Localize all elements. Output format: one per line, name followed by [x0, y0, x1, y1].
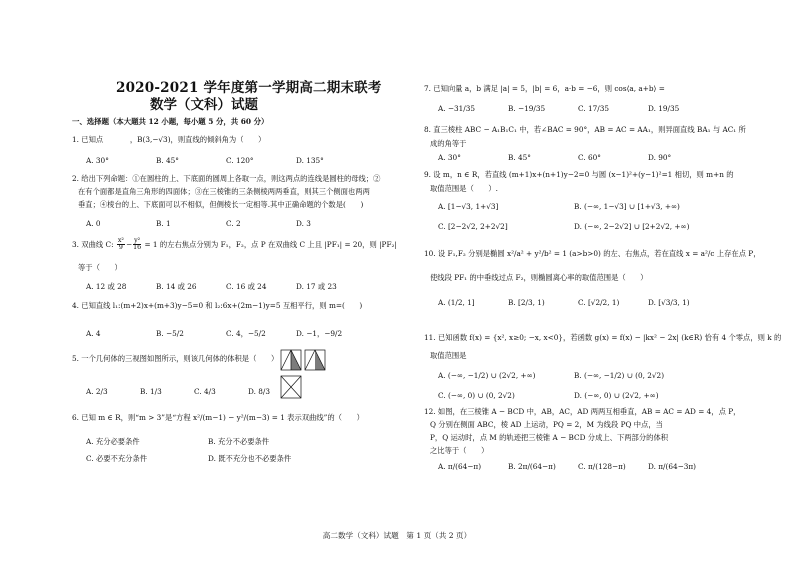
q5-option-c: C. 4/3 [194, 387, 216, 396]
q1-option-b: B. 45° [156, 156, 179, 165]
q5-option-d: D. 8/3 [248, 387, 270, 396]
q8-option-a: A. 30° [438, 153, 461, 162]
q9-line-1: 9. 设 m，n ∈ R，若直线 (m+1)x+(n+1)y−2=0 与圆 (x−1)²+(y−1)²=1 相切，则 m+n 的 [424, 170, 734, 179]
q10-option-c: C. [√2/2, 1) [578, 298, 620, 307]
q10-option-a: A. (1/2, 1] [438, 298, 475, 307]
q1-option-a: A. 30° [86, 156, 109, 165]
section-heading: 一、选择题（本大题共 12 小题，每小题 5 分，共 60 分） [72, 117, 269, 126]
q12-option-b: B. 2π/(64−π) [508, 462, 556, 471]
q11-option-d: D. (−∞, 0) ∪ (2√2, +∞) [574, 391, 659, 400]
q4-option-d: D. −1，−9/2 [296, 329, 343, 338]
q10-option-d: D. [√3/3, 1) [648, 298, 690, 307]
q3-line-1b: = 1 的左右焦点分别为 F₁，F₂，点 P 在双曲线 C 上且 |PF₁| = 20，则 |PF₂| [144, 239, 397, 249]
q7-line-1: 7. 已知向量 a，b 满足 |a| = 5，|b| = 6，a·b = −6，则 cos⟨a, a+b⟩ = [424, 84, 665, 93]
q8-option-d: D. 90° [648, 153, 672, 162]
q12-line-4: 之比等于（ ） [430, 446, 489, 455]
q4-option-c: C. 4，−5/2 [226, 329, 266, 338]
q3-option-b: B. 14 或 26 [156, 282, 197, 291]
q7-option-b: B. −19/35 [508, 104, 546, 113]
q6-option-c: C. 必要不充分条件 [86, 454, 148, 463]
exam-subtitle: 数学（文科）试题 [150, 97, 258, 113]
q9-option-a: A. [1−√3, 1+√3] [438, 202, 499, 211]
q7-option-a: A. −31/35 [438, 104, 476, 113]
q6-line-1: 6. 已知 m ∈ R，则“m > 3”是“方程 x²/(m−1) − y²/(m−3) = 1 表示双曲线”的（ ） [72, 413, 364, 422]
q2-option-d: D. 3 [296, 219, 311, 228]
q8-line-1: 8. 直三棱柱 ABC − A₁B₁C₁ 中，若∠BAC = 90°，AB = AC = AA₁，则异面直线 BA₁ 与 AC₁ 所 [424, 125, 746, 134]
q6-option-a: A. 充分必要条件 [86, 437, 140, 446]
q3-line-2: 等于（ ） [78, 263, 122, 272]
q7-option-d: D. 19/35 [648, 104, 680, 113]
page-footer: 高二数学（文科）试题 第 1 页（共 2 页） [322, 531, 472, 540]
q2-option-a: A. 0 [86, 219, 101, 228]
q12-line-3: P，Q 运动时，点 M 的轨迹把三棱锥 A − BCD 分成上、下两部分的体积 [430, 433, 669, 442]
q4-option-b: B. −5/2 [156, 329, 184, 338]
q10-line-2: 使线段 PF₁ 的中垂线过点 F₂，则椭圆离心率的取值范围是（ ） [430, 273, 648, 282]
q12-option-a: A. π/(64−π) [438, 462, 482, 471]
q3-option-d: D. 17 或 23 [296, 282, 337, 291]
q7-option-c: C. 17/35 [578, 104, 609, 113]
q3-frac-y: $\frac{\text{y²}}{16}$ [133, 237, 142, 252]
q9-line-2: 取值范围是（ ）. [430, 184, 498, 193]
three-view-figure [279, 348, 329, 402]
q1-stem-b: ，B(3,−√3)，则直线的倾斜角为（ ） [129, 135, 266, 144]
q9-option-b: B. (−∞, 1−√3] ∪ [1+√3, +∞) [574, 202, 680, 211]
q12-option-d: D. π/(64−3π) [648, 462, 697, 471]
q8-option-c: C. 60° [578, 153, 601, 162]
q2-line-2: 在有个面都是直角三角形的四面体；③在三棱锥的三条侧棱两两垂直，则其三个侧面也两两 [78, 187, 370, 196]
q9-option-c: C. [2−2√2, 2+2√2] [438, 222, 508, 231]
q3-line-1: 3. 双曲线 C: $\frac{\text{x²}}{9}$ − $\frac{\text{y²}}{16}$ = 1 的左右焦点分别为 F₁，F₂，点 P 在双曲线 C 上且 |PF₁| = 20，则 |PF₂| [72, 237, 397, 252]
q1-stem-a: 1. 已知点 [72, 135, 104, 144]
q11-option-b: B. (−∞, −1/2) ∪ (0, 2√2) [574, 371, 665, 380]
q8-line-2: 成的角等于 [430, 139, 467, 148]
q3-frac-x: $\frac{\text{x²}}{9}$ [117, 237, 124, 252]
q5-line-1: 5. 一个几何体的三视图如图所示，则该几何体的体积是（ ） [72, 354, 279, 363]
q11-line-2: 取值范围是 [430, 351, 467, 360]
q2-option-c: C. 2 [226, 219, 241, 228]
q3-line-1a: 3. 双曲线 C: [72, 239, 114, 249]
q5-option-b: B. 1/3 [140, 387, 162, 396]
q2-option-b: B. 1 [156, 219, 171, 228]
q11-option-a: A. (−∞, −1/2) ∪ (2√2, +∞) [438, 371, 536, 380]
q12-line-2: Q 分别在侧面 ABC，棱 AD 上运动，PQ = 2，M 为线段 PQ 中点，当 [430, 420, 663, 429]
q9-option-d: D. (−∞, 2−2√2] ∪ [2+2√2, +∞) [574, 222, 690, 231]
q3-option-c: C. 16 或 24 [226, 282, 267, 291]
q12-line-1: 12. 如图，在三棱锥 A − BCD 中，AB，AC，AD 两两互相垂直，AB = AC = AD = 4，点 P， [424, 407, 741, 416]
q2-line-1: 2. 给出下列命题：①在圆柱的上、下底面的圆周上各取一点，则这两点的连线是圆柱的母线；② [72, 174, 381, 183]
q11-line-1: 11. 已知函数 f(x) = {x², x≥0; −x, x<0}，若函数 g(x) = f(x) − |kx² − 2x| (k∈R) 恰有 4 个零点，则 k 的 [424, 333, 782, 342]
q6-option-d: D. 既不充分也不必要条件 [208, 454, 292, 463]
q1-option-d: D. 135° [296, 156, 324, 165]
q1-option-c: C. 120° [226, 156, 254, 165]
q12-option-c: C. π/(128−π) [578, 462, 626, 471]
q2-line-3: 垂直；④棱台的上、下底面可以不相似，但侧棱长一定相等.其中正确命题的个数是( ) [78, 200, 364, 209]
q4-option-a: A. 4 [86, 329, 101, 338]
q11-option-c: C. (−∞, 0) ∪ (0, 2√2) [438, 391, 515, 400]
q4-line-1: 4. 已知直线 l₁:(m+2)x+(m+3)y−5=0 和 l₂:6x+(2m−1)y=5 互相平行，则 m=( ) [72, 301, 363, 310]
exam-title: 2020-2021 学年度第一学期高二期末联考 [116, 80, 382, 96]
q5-option-a: A. 2/3 [86, 387, 108, 396]
q6-option-b: B. 充分不必要条件 [208, 437, 270, 446]
q10-option-b: B. [2/3, 1) [508, 298, 545, 307]
q1-stem [72, 135, 265, 144]
q10-line-1: 10. 设 F₁,F₂ 分别是椭圆 x²/a² + y²/b² = 1 (a>b>0) 的左、右焦点，若在直线 x = a²/c 上存在点 P， [424, 249, 761, 258]
q3-option-a: A. 12 或 28 [86, 282, 127, 291]
q8-option-b: B. 45° [508, 153, 531, 162]
